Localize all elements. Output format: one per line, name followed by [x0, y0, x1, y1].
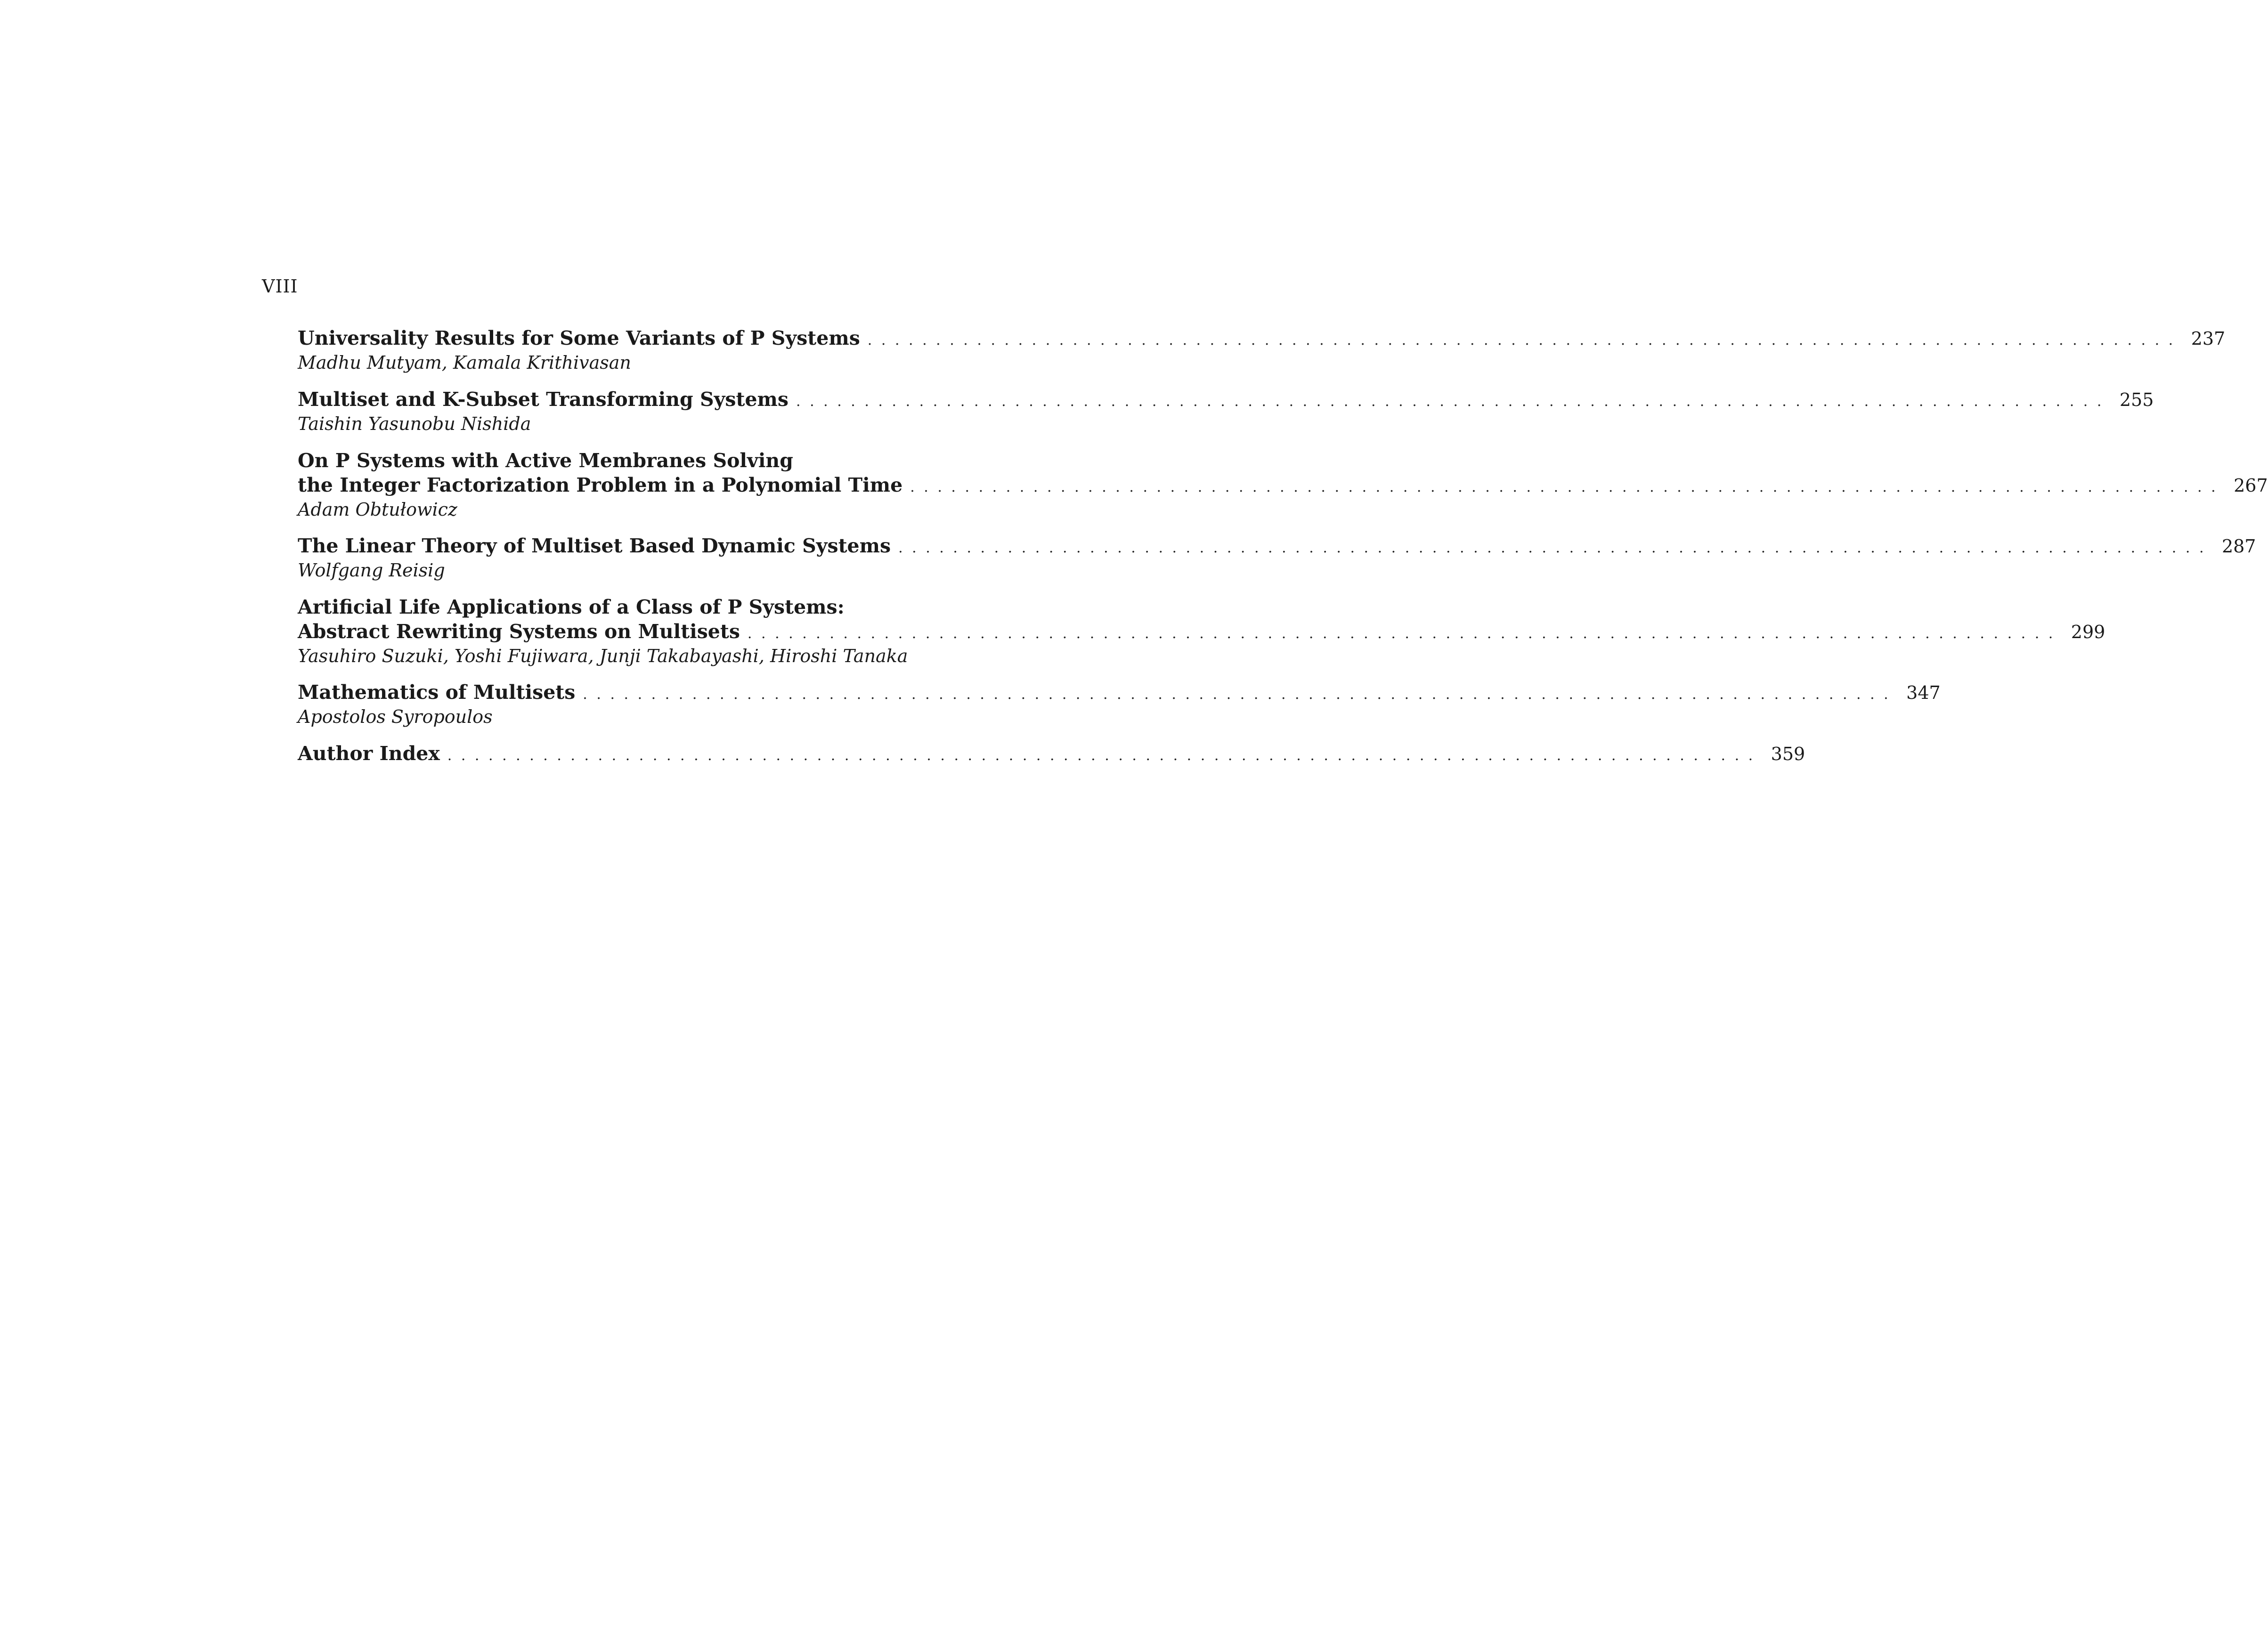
toc-page-number: 267	[2234, 475, 2268, 496]
toc-entry	[298, 680, 1941, 729]
dot-leader: . . . . . . . . . . . . . . . . . . . . . . . . . . . . . . . . . . . . . . . . . . . . . . . . . . . . . . . . . . . . . . . . . . . . . . . . . . . . . . . . . . . . . . . . . . . . . . . .	[796, 393, 2104, 410]
toc-authors: Wolfgang Reisig	[298, 560, 445, 581]
toc-authors: Adam Obtułowicz	[298, 499, 457, 520]
dot-leader: . . . . . . . . . . . . . . . . . . . . . . . . . . . . . . . . . . . . . . . . . . . . . . . . . . . . . . . . . . . . . . . . . . . . . . . . . . . . . . . . . . . . . . . . . . . . . . . .	[867, 332, 2176, 348]
toc-title-line	[298, 326, 2226, 350]
toc-title: Abstract Rewriting Systems on Multisets	[298, 620, 740, 643]
toc-title-line	[298, 619, 2105, 644]
toc-authors: Apostolos Syropoulos	[298, 706, 493, 727]
toc-page-number: 299	[2071, 622, 2105, 642]
page-number: VIII	[262, 276, 298, 297]
toc-authors: Yasuhiro Suzuki, Yoshi Fujiwara, Junji Takabayashi, Hiroshi Tanaka	[298, 646, 908, 666]
toc-entry	[298, 326, 2226, 375]
toc-title: The Linear Theory of Multiset Based Dynamic Systems	[298, 534, 891, 557]
toc-title: On P Systems with Active Membranes Solving	[298, 449, 793, 472]
toc-title-line	[298, 448, 944, 473]
toc-entry	[298, 595, 2105, 668]
toc-entry	[298, 448, 2268, 522]
toc-authors: Madhu Mutyam, Kamala Krithivasan	[298, 352, 631, 373]
toc-page-number: 255	[2119, 389, 2154, 410]
toc-title: Mathematics of Multisets	[298, 681, 576, 704]
dot-leader: . . . . . . . . . . . . . . . . . . . . . . . . . . . . . . . . . . . . . . . . . . . . . . . . . . . . . . . . . . . . . . . . . . . . . . . . . . . . . . . . . . . . . . . . . . . . . . . .	[747, 625, 2056, 642]
toc-page-number: 237	[2191, 328, 2226, 349]
toc-title-line	[298, 534, 2256, 558]
toc-entry	[298, 741, 1805, 766]
toc-title-line	[298, 387, 2154, 412]
toc-title: Universality Results for Some Variants of P Systems	[298, 327, 860, 349]
dot-leader: . . . . . . . . . . . . . . . . . . . . . . . . . . . . . . . . . . . . . . . . . . . . . . . . . . . . . . . . . . . . . . . . . . . . . . . . . . . . . . . . . . . . . . . . . . . . . . . .	[898, 540, 2206, 556]
dot-leader: . . . . . . . . . . . . . . . . . . . . . . . . . . . . . . . . . . . . . . . . . . . . . . . . . . . . . . . . . . . . . . . . . . . . . . . . . . . . . . . . . . . . . . . . . . . . . . . .	[910, 479, 2218, 495]
toc-page-number: 287	[2221, 536, 2256, 557]
toc-page-number: 359	[1771, 744, 1805, 764]
toc-page-number: 347	[1906, 682, 1941, 703]
toc-title-line	[298, 680, 1941, 705]
toc-title-line	[298, 473, 2268, 497]
toc-title-line	[298, 595, 944, 619]
toc-title: the Integer Factorization Problem in a Polynomial Time	[298, 474, 903, 496]
toc-entry	[298, 387, 2154, 436]
toc-title: Multiset and K-Subset Transforming Systems	[298, 388, 789, 411]
toc-title-line	[298, 741, 1805, 766]
toc-authors: Taishin Yasunobu Nishida	[298, 413, 531, 434]
toc-title: Author Index	[298, 742, 440, 765]
dot-leader: . . . . . . . . . . . . . . . . . . . . . . . . . . . . . . . . . . . . . . . . . . . . . . . . . . . . . . . . . . . . . . . . . . . . . . . . . . . . . . . . . . . . . . . . . . . . . . . .	[447, 747, 1756, 764]
dot-leader: . . . . . . . . . . . . . . . . . . . . . . . . . . . . . . . . . . . . . . . . . . . . . . . . . . . . . . . . . . . . . . . . . . . . . . . . . . . . . . . . . . . . . . . . . . . . . . . .	[583, 686, 1891, 703]
toc-entry	[298, 534, 2256, 583]
toc-title: Artificial Life Applications of a Class of P Systems:	[298, 596, 845, 618]
